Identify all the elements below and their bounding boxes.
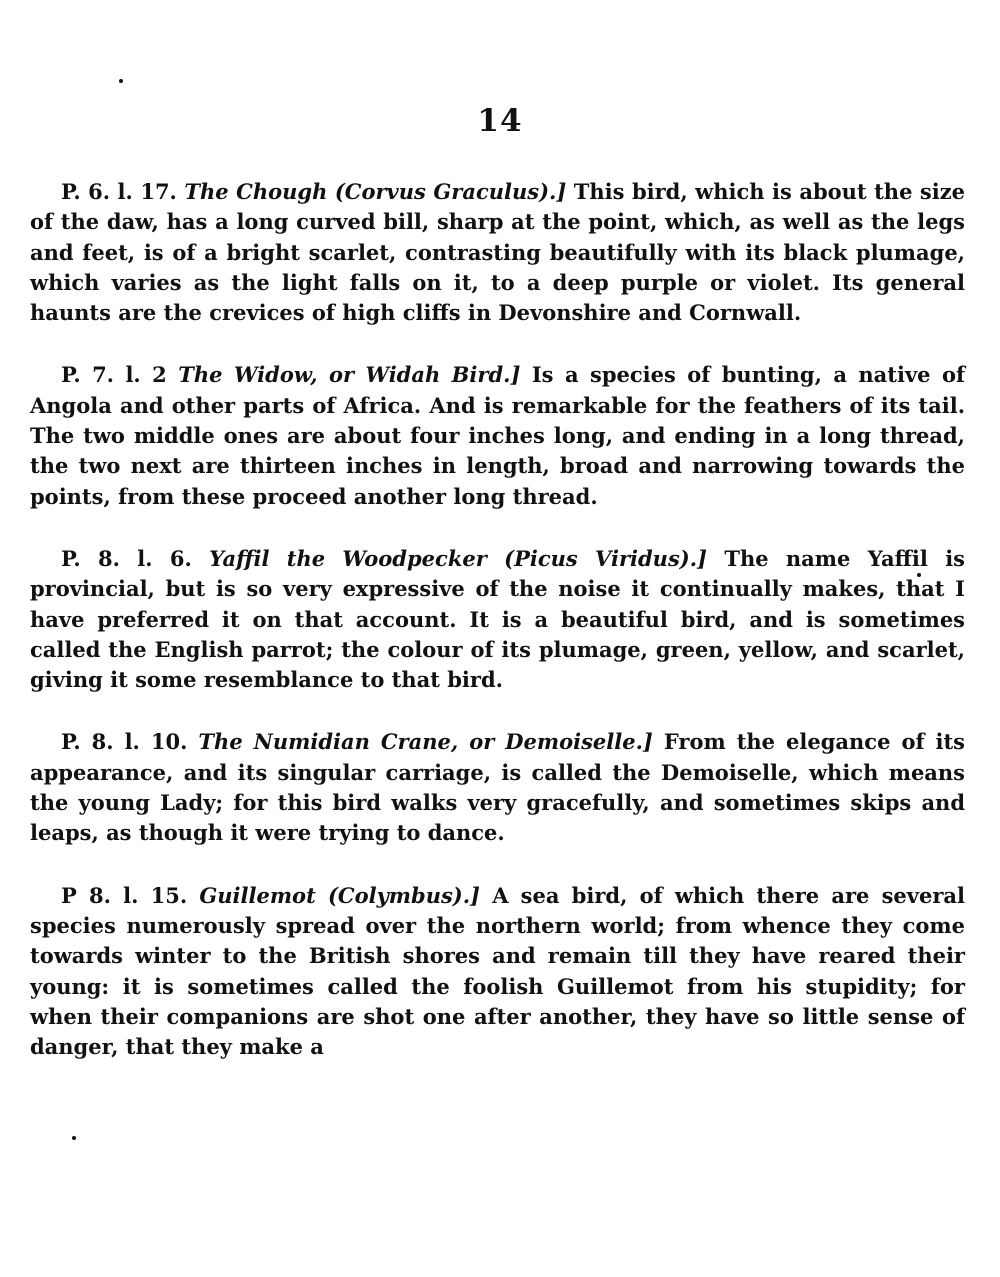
note-text: The name Yaffil is provincial, but is so very expressive of the noise it continually makes, that I have preferred it on that account. It is a beautiful bird, and is sometimes called the English parrot; the colour of its plumage, green, yellow, and scarlet, giving it some resemblance to that bird.	[30, 545, 965, 693]
note-reference: P. 8. l. 6.	[61, 545, 192, 571]
note-reference: P. 6. l. 17.	[61, 179, 177, 204]
notes-column	[30, 177, 965, 1094]
note-title: Yaffil the Woodpecker (Picus Viridus).]	[209, 545, 707, 571]
note-chough	[30, 177, 965, 328]
note-text: This bird, which is about the size of the daw, has a long curved bill, sharp at the point, which, as well as the legs and feet, is of a bright scarlet, contrasting beautifully with its black plumage, which varies as the light falls on it, to a deep purple or violet. Its general haunts are the crevices of high cliffs in Devonshire and Cornwall.	[30, 179, 966, 326]
page-number: 14	[477, 103, 523, 139]
note-title: The Numidian Crane, or Demoiselle.]	[198, 729, 653, 755]
note-numidian-crane	[30, 727, 965, 848]
note-text: A sea bird, of which there are several species numerously spread over the northern world; from whence they come towards winter to the British shores and remain till they have reared their young: it is sometimes called the foolish Guillemot from his stupidity; for when their companions are shot one after another, they have so little sense of danger, that they make a	[30, 882, 965, 1060]
note-title: The Widow, or Widah Bird.]	[178, 362, 521, 388]
note-title: The Chough (Corvus Graculus).]	[184, 179, 567, 204]
note-reference: P. 8. l. 10.	[61, 729, 188, 755]
note-widow-bird	[30, 360, 965, 511]
note-text: Is a species of bunting, a native of Angola and other parts of Africa. And is remarkable for the feathers of its tail. The two middle ones are about four inches long, and ending in a long thread, the two next are thirteen inches in length, broad and narrowing towards the points, from these proceed another long thread.	[30, 362, 966, 509]
ink-speck	[72, 1136, 76, 1140]
note-reference: P. 7. l. 2	[61, 362, 167, 388]
note-text: From the elegance of its appearance, and its singular carriage, is called the Demoiselle, which means the young Lady; for this bird walks very gracefully, and sometimes skips and leaps, as though it were trying to dance.	[30, 729, 966, 846]
note-guillemot	[30, 881, 965, 1063]
note-reference: P 8. l. 15.	[61, 882, 188, 908]
note-title: Guillemot (Colymbus).]	[199, 882, 480, 908]
note-yaffil	[30, 544, 965, 695]
ink-speck	[119, 79, 123, 83]
